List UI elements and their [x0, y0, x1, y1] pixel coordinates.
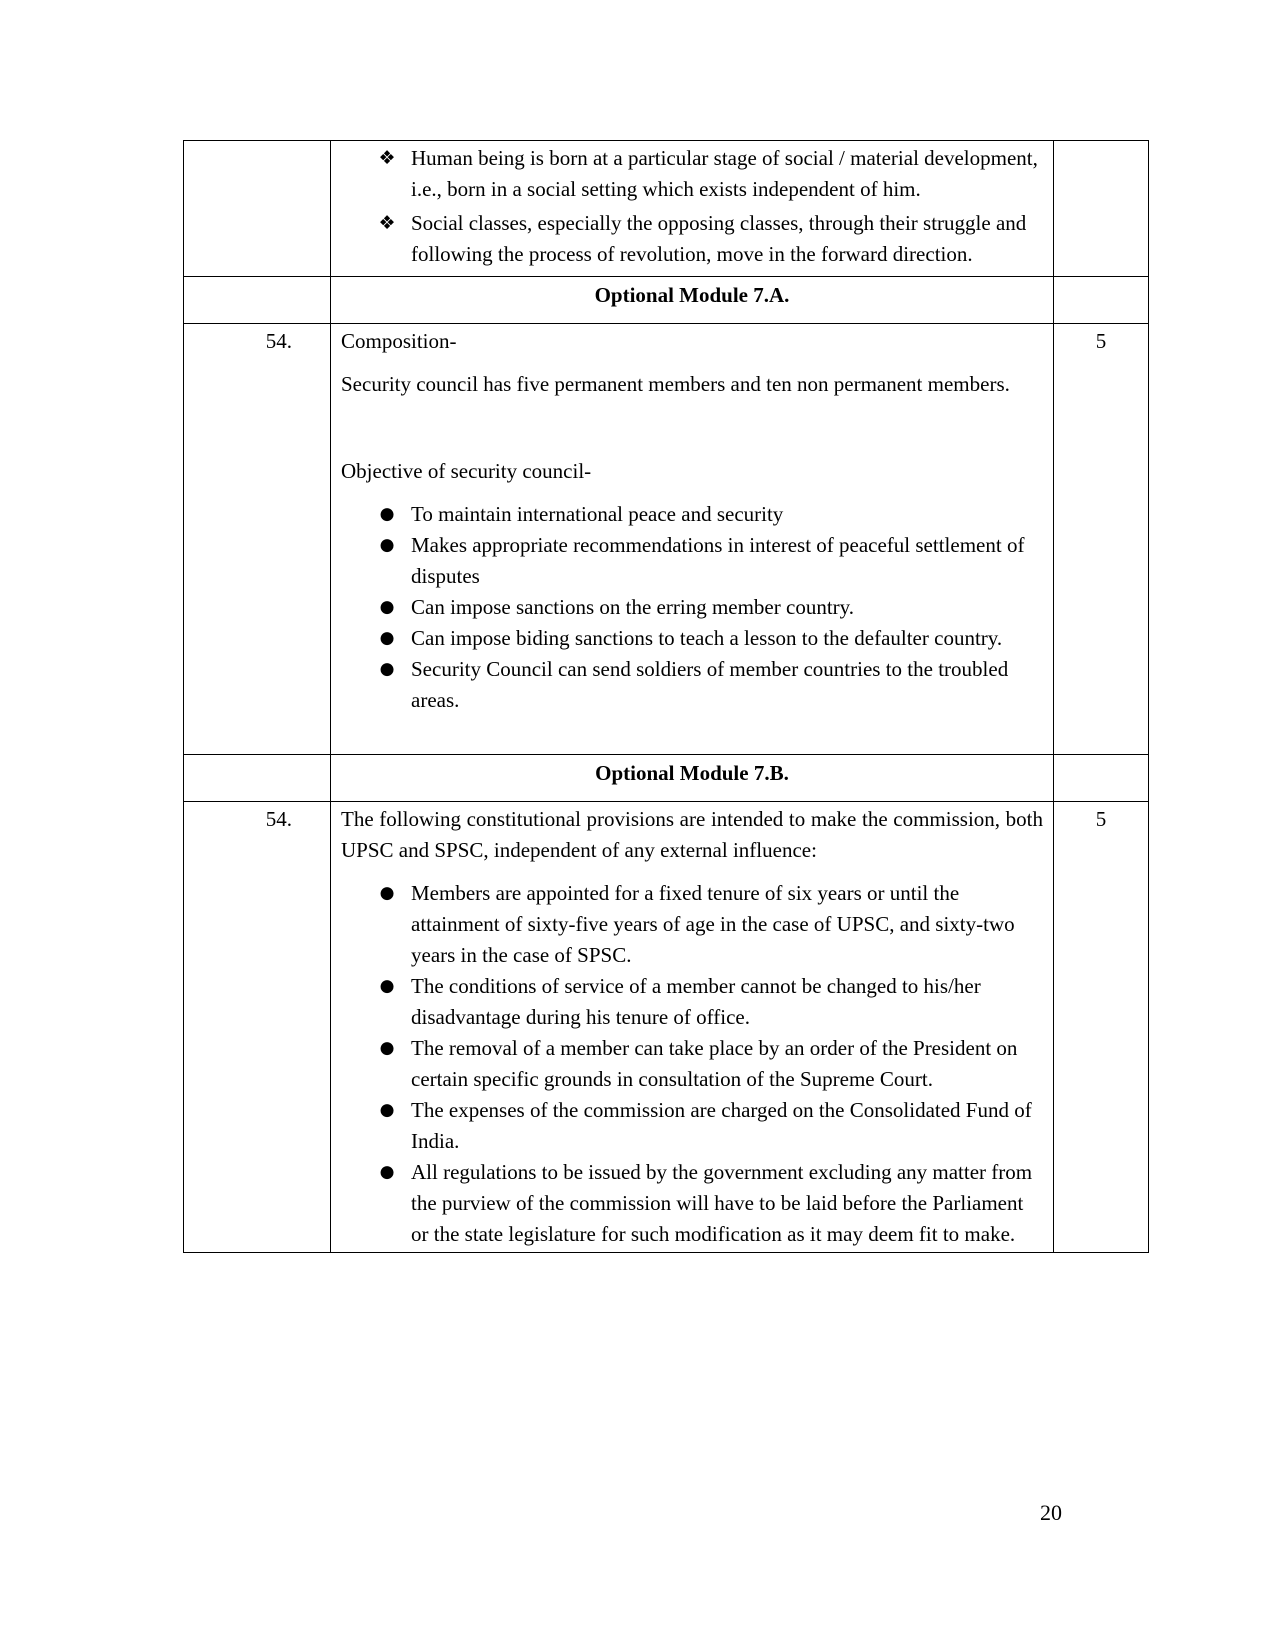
module-b-heading-row: [184, 755, 1149, 802]
list-item: [341, 623, 1043, 654]
list-item-text: The removal of a member can take place by an order of the President on certain specific grounds in consultation of the Supreme Court.: [411, 1036, 1018, 1091]
list-item: [341, 530, 1043, 592]
module-a-heading-row: [184, 277, 1149, 324]
empty-cell: [184, 277, 331, 324]
empty-cell: [1054, 277, 1149, 324]
module-b-content: [331, 802, 1054, 1253]
marks: 5: [1054, 324, 1149, 755]
dot-bullet-icon: ●: [379, 535, 395, 555]
list-item-text: The conditions of service of a member cannot be changed to his/her disadvantage during his tenure of office.: [411, 974, 981, 1029]
list-item-text: The expenses of the commission are charged on the Consolidated Fund of India.: [411, 1098, 1032, 1153]
objective-title: Objective of security council-: [341, 459, 592, 483]
list-item-text: All regulations to be issued by the government excluding any matter from the purview of the commission will have to be laid before the Parliament or the state legislature for such modification as it may deem fit to make.: [411, 1160, 1033, 1246]
page-number: 20: [1040, 1500, 1062, 1525]
empty-cell: [1054, 755, 1149, 802]
objectives-list: [341, 499, 1043, 716]
list-item-text: Members are appointed for a fixed tenure of six years or until the attainment of sixty-five years of age in the case of UPSC, and sixty-two years in the case of SPSC.: [411, 881, 1015, 967]
list-item-text: Can impose sanctions on the erring member country.: [411, 595, 855, 619]
continuation-row: [184, 141, 1149, 277]
dot-bullet-icon: ●: [379, 597, 395, 617]
dot-bullet-icon: ●: [379, 1162, 395, 1182]
provisions-intro: The following constitutional provisions are intended to make the commission, both UPSC and SPSC, independent of any external influence:: [341, 807, 1043, 862]
dot-bullet-icon: ●: [379, 504, 395, 524]
list-item-text: Makes appropriate recommendations in interest of peaceful settlement of disputes: [411, 533, 1025, 588]
diamond-bullet-icon: ❖: [378, 147, 396, 169]
question-number: 54.: [184, 324, 331, 755]
list-item-text: Social classes, especially the opposing classes, through their struggle and following the process of revolution, move in the forward direction.: [411, 211, 1027, 266]
dot-bullet-icon: ●: [379, 659, 395, 679]
list-item: [341, 143, 1043, 205]
dot-bullet-icon: ●: [379, 628, 395, 648]
list-item: [341, 208, 1043, 270]
list-item-text: Security Council can send soldiers of member countries to the troubled areas.: [411, 657, 1009, 712]
module-b-heading: Optional Module 7.B.: [331, 755, 1054, 802]
empty-cell: [184, 755, 331, 802]
list-item-text: To maintain international peace and security: [411, 502, 784, 526]
list-item: [341, 1033, 1043, 1095]
list-item: [341, 592, 1043, 623]
diamond-bullet-icon: ❖: [378, 212, 396, 234]
dot-bullet-icon: ●: [379, 976, 395, 996]
continuation-content: [331, 141, 1054, 277]
module-a-answer-row: [184, 324, 1149, 755]
composition-text: Security council has five permanent members and ten non permanent members.: [341, 372, 1010, 396]
list-item: [341, 1157, 1043, 1250]
list-item-text: Can impose biding sanctions to teach a lesson to the defaulter country.: [411, 626, 1003, 650]
marks: 5: [1054, 802, 1149, 1253]
module-b-answer-row: [184, 802, 1149, 1253]
list-item: [341, 878, 1043, 971]
dot-bullet-icon: ●: [379, 883, 395, 903]
list-item: [341, 971, 1043, 1033]
list-item: [341, 499, 1043, 530]
continuation-bullet-list: [341, 143, 1043, 270]
provisions-list: [341, 878, 1043, 1250]
list-item: [341, 654, 1043, 716]
dot-bullet-icon: ●: [379, 1100, 395, 1120]
composition-title: Composition-: [341, 329, 457, 353]
module-a-content: [331, 324, 1054, 755]
list-item-text: Human being is born at a particular stage of social / material development, i.e., born in a social setting which exists independent of him.: [411, 146, 1038, 201]
dot-bullet-icon: ●: [379, 1038, 395, 1058]
question-number: 54.: [184, 802, 331, 1253]
marks-cell: [1054, 141, 1149, 277]
answer-table: [183, 140, 1149, 1253]
list-item: [341, 1095, 1043, 1157]
question-number-cell: [184, 141, 331, 277]
module-a-heading: Optional Module 7.A.: [331, 277, 1054, 324]
